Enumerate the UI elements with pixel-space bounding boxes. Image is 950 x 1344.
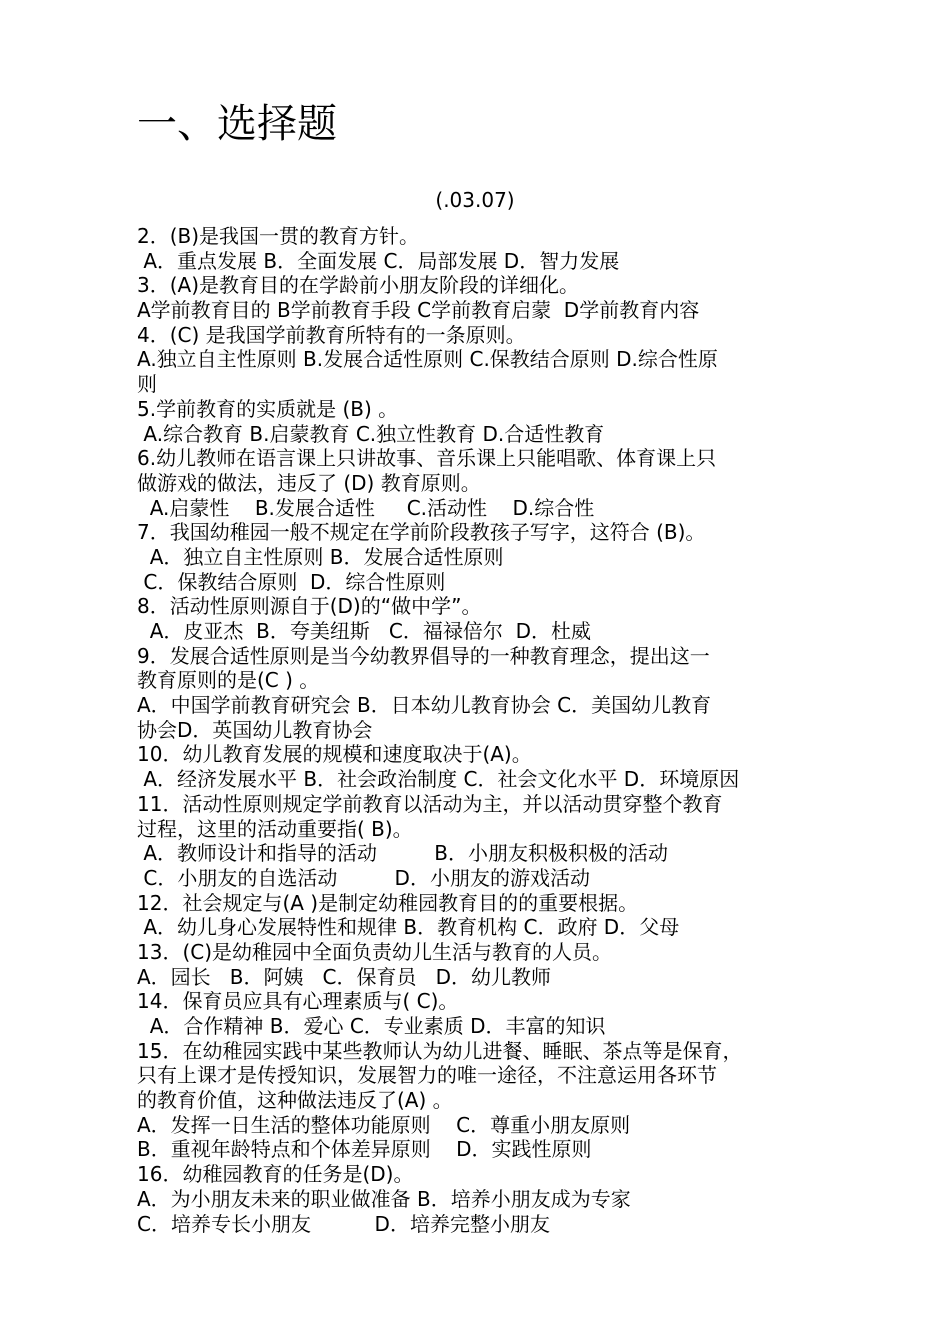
text-line: C．保教结合原则 D．综合性原则 [137,569,446,594]
text-line: 15．在幼稚园实践中某些教师认为幼儿进餐、睡眠、茶点等是保育， [137,1038,743,1063]
text-line: 13．(C)是幼稚园中全面负责幼儿生活与教育的人员。 [137,939,613,964]
text-line: A.启蒙性 B.发展合适性 C.活动性 D.综合性 [137,495,595,520]
text-line: 2．(B)是我国一贯的教育方针。 [137,224,420,248]
document-date: (.03.07) [435,188,515,212]
text-line: A学前教育目的 B学前教育手段 C学前教育启蒙 D学前教育内容 [137,298,700,323]
text-line: 6.幼儿教师在语言课上只讲故事、音乐课上只能唱歌、体育课上只 [137,446,717,471]
text-line: 11．活动性原则规定学前教育以活动为主，并以活动贯穿整个教育 [137,791,723,816]
text-line: 3．(A)是教育目的在学龄前小朋友阶段的详细化。 [137,273,580,298]
text-line: A．皮亚杰 B．夸美纽斯 C．福禄倍尔 D．杜威 [137,619,591,643]
text-line: 协会D．英国幼儿教育协会 [137,717,373,742]
text-line: B．重视年龄特点和个体差异原则 D．实践性原则 [137,1137,592,1162]
text-line: 8．活动性原则源自于(D)的“做中学”。 [137,594,482,619]
text-line: C．小朋友的自选活动 D．小朋友的游戏活动 [137,865,590,890]
text-line: 做游戏的做法，违反了 (D) 教育原则。 [137,470,481,495]
text-line: 9．发展合适性原则是当今幼教界倡导的一种教育理念，提出这一 [137,643,710,668]
text-line: 14．保育员应具有心理素质与( C)。 [137,989,459,1014]
text-line: 教育原则的是(C ) 。 [137,668,320,693]
text-line: A．重点发展 B．全面发展 C．局部发展 D．智力发展 [137,248,620,273]
text-line: A.独立自主性原则 B.发展合适性原则 C.保教结合原则 D.综合性原 [137,347,718,372]
section-heading: 一、选择题 [137,101,337,147]
text-line: A．经济发展水平 B．社会政治制度 C．社会文化水平 D．环境原因 [137,767,740,792]
text-line: A．独立自主性原则 B．发展合适性原则 [137,544,504,569]
text-line: 10．幼儿教育发展的规模和速度取决于(A)。 [137,742,532,767]
question-list [137,224,827,1236]
text-line: A.综合教育 B.启蒙教育 C.独立性教育 D.合适性教育 [137,421,605,446]
text-line: A．发挥一日生活的整体功能原则 C．尊重小朋友原则 [137,1112,631,1137]
text-line: 5.学前教育的实质就是 (B) 。 [137,396,399,421]
text-line: A．为小朋友未来的职业做准备 B．培养小朋友成为专家 [137,1186,631,1211]
text-line: 4．(C) 是我国学前教育所特有的一条原则。 [137,322,526,347]
text-line: 过程，这里的活动重要指( B)。 [137,816,413,841]
text-line: C．培养专长小朋友 D．培养完整小朋友 [137,1211,550,1236]
text-line: A．中国学前教育研究会 B．日本幼儿教育协会 C．美国幼儿教育 [137,693,712,718]
text-line: A．教师设计和指导的活动 B．小朋友积极积极的活动 [137,841,668,866]
text-line: A．幼儿身心发展特性和规律 B．教育机构 C．政府 D．父母 [137,915,680,940]
text-line: 则 [137,372,157,397]
text-line: 的教育价值，这种做法违反了(A) 。 [137,1088,453,1113]
text-line: 12．社会规定与(A )是制定幼稚园教育目的的重要根据。 [137,890,639,915]
text-line: A．园长 B．阿姨 C．保育员 D．幼儿教师 [137,964,551,989]
text-line: 7．我国幼稚园一般不规定在学前阶段教孩子写字，这符合 (B)。 [137,520,706,545]
text-line: 16．幼稚园教育的任务是(D)。 [137,1162,414,1187]
text-line: A．合作精神 B．爱心 C．专业素质 D．丰富的知识 [137,1014,606,1038]
text-line: 只有上课才是传授知识，发展智力的唯一途径，不注意运用各环节 [137,1063,717,1088]
